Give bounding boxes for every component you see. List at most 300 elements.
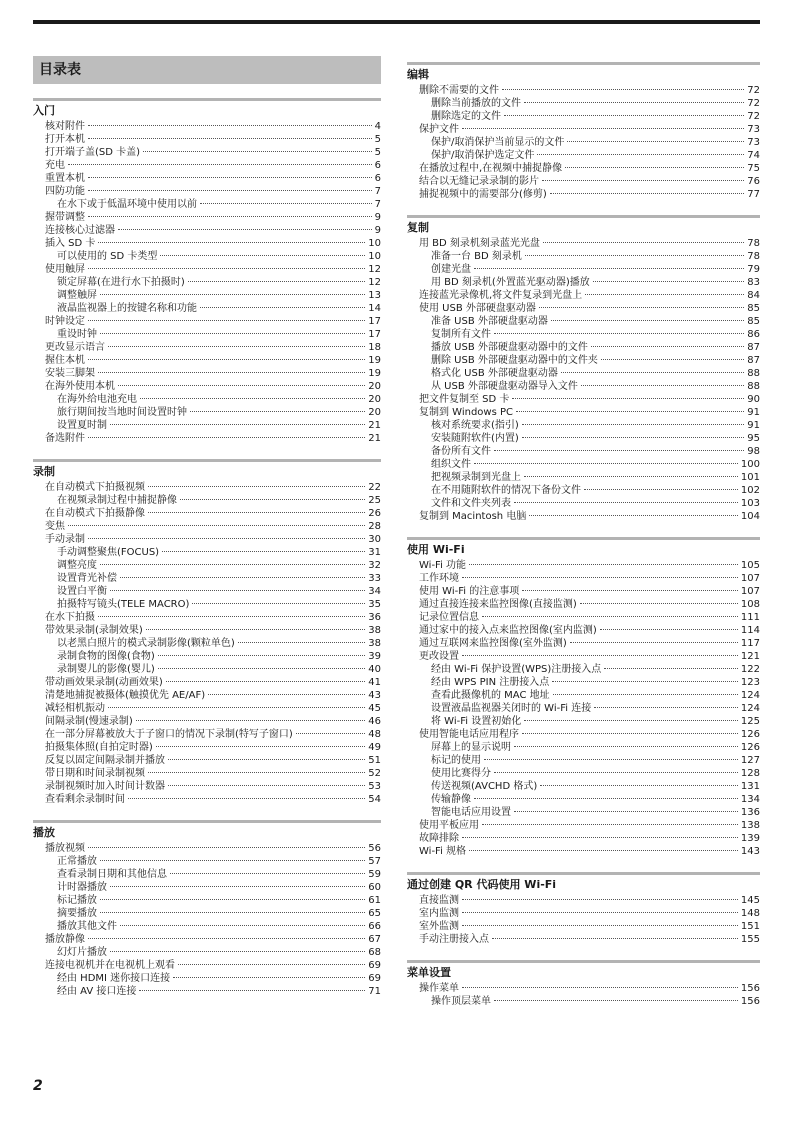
toc-entry[interactable] [407, 354, 760, 367]
toc-entry-title: 通过直接连接来监控图像(直接监测) [419, 599, 577, 610]
dot-leader [494, 333, 744, 334]
toc-entry-title: 创建光盘 [431, 264, 471, 275]
toc-entry-page: 74 [747, 150, 760, 161]
toc-entry-title: 直接监测 [419, 895, 459, 906]
toc-entry[interactable] [407, 458, 760, 471]
dot-leader [514, 502, 738, 503]
toc-entry[interactable] [33, 728, 381, 741]
toc-entry[interactable] [33, 907, 381, 920]
dot-leader [162, 551, 365, 552]
toc-entry[interactable] [407, 406, 760, 419]
dot-leader [529, 515, 738, 516]
toc-entry-title: 复制到 Windows PC [419, 407, 514, 418]
toc-entry[interactable] [33, 289, 381, 302]
dot-leader [522, 424, 744, 425]
dot-leader [502, 89, 744, 90]
toc-entry-title: 删除当前播放的文件 [431, 98, 521, 109]
toc-entry-title: 使用触屏 [45, 264, 85, 275]
toc-entry-title: 经由 AV 接口连接 [57, 986, 137, 997]
toc-entry[interactable] [33, 393, 381, 406]
dot-leader [168, 785, 365, 786]
toc-entry-page: 134 [740, 794, 760, 805]
toc-entry-title: 智能电话应用设置 [431, 807, 511, 818]
toc-entry[interactable] [33, 481, 381, 494]
toc-entry-page: 26 [368, 508, 381, 519]
toc-entry-page: 91 [747, 407, 760, 418]
toc-entry-title: 带效果录制(录制效果) [45, 625, 143, 636]
toc-entry[interactable] [33, 702, 381, 715]
toc-entry[interactable] [33, 432, 381, 445]
toc-entry-title: 保护文件 [419, 124, 459, 135]
toc-entry[interactable] [407, 328, 760, 341]
dot-leader [525, 255, 744, 256]
toc-entry-title: 使用 Wi-Fi 的注意事项 [419, 586, 520, 597]
toc-entry-page: 83 [747, 277, 760, 288]
toc-entry-title: 录制视频时加入时间计数器 [45, 781, 165, 792]
toc-entry[interactable] [33, 624, 381, 637]
toc-entry-page: 12 [368, 264, 381, 275]
toc-entry[interactable] [33, 598, 381, 611]
toc-entry[interactable] [407, 315, 760, 328]
toc-entry-title: 捕捉视频中的需要部分(修剪) [419, 189, 547, 200]
toc-entry[interactable] [33, 920, 381, 933]
toc-entry[interactable] [33, 250, 381, 263]
toc-entry-title: 在不用随附软件的情况下备份文件 [431, 485, 581, 496]
dot-leader [158, 668, 365, 669]
toc-entry-page: 114 [740, 625, 760, 636]
toc-entry-page: 98 [747, 446, 760, 457]
toc-entry[interactable] [407, 793, 760, 806]
toc-entry-page: 14 [368, 303, 381, 314]
section-heading: 入门 [33, 98, 381, 117]
toc-entry[interactable] [407, 341, 760, 354]
toc-entry[interactable] [33, 881, 381, 894]
toc-entry[interactable] [33, 754, 381, 767]
toc-entry-page: 125 [740, 716, 760, 727]
toc-entry[interactable] [33, 224, 381, 237]
toc-entry-page: 78 [747, 238, 760, 249]
toc-entry-page: 156 [740, 996, 760, 1007]
toc-entry-page: 6 [374, 160, 381, 171]
dot-leader [504, 115, 744, 116]
dot-leader [118, 385, 365, 386]
toc-entry[interactable] [407, 624, 760, 637]
toc-entry[interactable] [33, 198, 381, 211]
toc-entry-page: 105 [740, 560, 760, 571]
dot-leader [474, 463, 738, 464]
toc-entry[interactable] [407, 263, 760, 276]
toc-entry[interactable] [407, 920, 760, 933]
toc-entry-page: 18 [368, 342, 381, 353]
toc-entry-page: 52 [368, 768, 381, 779]
toc-entry-page: 91 [747, 420, 760, 431]
dot-leader [88, 190, 372, 191]
toc-entry[interactable] [407, 188, 760, 201]
toc-entry[interactable] [407, 894, 760, 907]
toc-entry[interactable] [407, 767, 760, 780]
dot-leader [148, 512, 365, 513]
toc-entry-title: 在播放过程中,在视频中捕捉静像 [419, 163, 563, 174]
toc-entry[interactable] [33, 572, 381, 585]
toc-entry-page: 32 [368, 560, 381, 571]
toc-entry[interactable] [407, 650, 760, 663]
dot-leader [88, 359, 365, 360]
toc-entry[interactable] [33, 780, 381, 793]
dot-leader [601, 359, 744, 360]
toc-entry[interactable] [33, 133, 381, 146]
toc-entry[interactable] [33, 328, 381, 341]
toc-entry[interactable] [33, 868, 381, 881]
toc-entry[interactable] [33, 546, 381, 559]
dot-leader [604, 668, 738, 669]
toc-entry-title: 手动注册接入点 [419, 934, 489, 945]
toc-entry[interactable] [407, 289, 760, 302]
toc-entry-page: 35 [368, 599, 381, 610]
toc-entry[interactable] [33, 159, 381, 172]
toc-entry[interactable] [33, 972, 381, 985]
toc-entry-title: 结合以无缝记录录制的影片 [419, 176, 539, 187]
page-title: 目录表 [33, 56, 381, 84]
toc-entry[interactable] [407, 611, 760, 624]
toc-entry-page: 122 [740, 664, 760, 675]
toc-entry[interactable] [407, 432, 760, 445]
toc-entry-page: 85 [747, 316, 760, 327]
toc-entry-page: 20 [368, 381, 381, 392]
dot-leader [514, 811, 738, 812]
dot-leader [120, 925, 365, 926]
toc-entry-title: 带日期和时间录制视频 [45, 768, 145, 779]
toc-entry-title: 通过互联网来监控图像(室外监测) [419, 638, 567, 649]
toc-entry-page: 22 [368, 482, 381, 493]
toc-entry[interactable] [33, 380, 381, 393]
toc-entry-title: 变焦 [45, 521, 65, 532]
toc-entry-page: 77 [747, 189, 760, 200]
toc-entry[interactable] [407, 702, 760, 715]
dot-leader [100, 912, 365, 913]
dot-leader [484, 759, 738, 760]
toc-entry-title: 格式化 USB 外部硬盘驱动器 [431, 368, 558, 379]
toc-entry-page: 107 [740, 586, 760, 597]
toc-entry-title: 正常播放 [57, 856, 97, 867]
toc-entry[interactable] [33, 211, 381, 224]
toc-entry-title: 在一部分屏幕被放大于子窗口的情况下录制(特写子窗口) [45, 729, 293, 740]
dot-leader [88, 538, 365, 539]
dot-leader [88, 437, 365, 438]
dot-leader [88, 938, 365, 939]
toc-entry-page: 101 [740, 472, 760, 483]
toc-entry-title: 在海外使用本机 [45, 381, 115, 392]
toc-entry[interactable] [407, 110, 760, 123]
dot-leader [156, 746, 365, 747]
toc-entry[interactable] [407, 162, 760, 175]
toc-entry[interactable] [33, 406, 381, 419]
toc-entry-page: 143 [740, 846, 760, 857]
toc-entry[interactable] [33, 559, 381, 572]
toc-section [407, 872, 760, 946]
toc-entry-page: 59 [368, 869, 381, 880]
toc-entry[interactable] [407, 136, 760, 149]
dot-leader [462, 128, 744, 129]
toc-entry-title: 复制所有文件 [431, 329, 491, 340]
toc-entry-title: 设置液晶监视器关闭时的 Wi-Fi 连接 [431, 703, 592, 714]
toc-entry[interactable] [407, 302, 760, 315]
toc-entry[interactable] [407, 715, 760, 728]
toc-entry[interactable] [33, 367, 381, 380]
toc-entry[interactable] [33, 663, 381, 676]
toc-entry-page: 12 [368, 277, 381, 288]
toc-entry[interactable] [33, 855, 381, 868]
toc-entry[interactable] [407, 933, 760, 946]
toc-entry[interactable] [33, 689, 381, 702]
toc-entry[interactable] [407, 572, 760, 585]
toc-entry-title: 把文件复制至 SD 卡 [419, 394, 510, 405]
toc-entry-page: 43 [368, 690, 381, 701]
dot-leader [100, 564, 365, 565]
toc-entry-page: 86 [747, 329, 760, 340]
toc-entry-title: 使用比赛得分 [431, 768, 491, 779]
dot-leader [494, 772, 738, 773]
toc-entry[interactable] [407, 832, 760, 845]
dot-leader [190, 411, 365, 412]
toc-entry[interactable] [407, 419, 760, 432]
toc-entry[interactable] [407, 907, 760, 920]
toc-entry-title: 可以使用的 SD 卡类型 [57, 251, 158, 262]
dot-leader [580, 603, 738, 604]
dot-leader [581, 385, 744, 386]
toc-entry[interactable] [33, 959, 381, 972]
toc-entry[interactable] [407, 237, 760, 250]
dot-leader [593, 281, 745, 282]
dot-leader [139, 990, 365, 991]
toc-entry-title: 带动画效果录制(动画效果) [45, 677, 163, 688]
toc-entry-page: 87 [747, 342, 760, 353]
dot-leader [88, 125, 372, 126]
toc-entry[interactable] [33, 276, 381, 289]
dot-leader [469, 564, 738, 565]
toc-entry[interactable] [407, 637, 760, 650]
toc-entry-title: 保护/取消保护当前显示的文件 [431, 137, 565, 148]
toc-entry[interactable] [33, 585, 381, 598]
toc-entry-title: 查看剩余录制时间 [45, 794, 125, 805]
toc-entry-title: 室外监测 [419, 921, 459, 932]
toc-entry[interactable] [407, 175, 760, 188]
toc-entry-page: 88 [747, 381, 760, 392]
toc-entry-title: 在自动模式下拍摄视频 [45, 482, 145, 493]
toc-entry-title: 四防功能 [45, 186, 85, 197]
dot-leader [168, 759, 365, 760]
toc-entry[interactable] [407, 380, 760, 393]
toc-entry[interactable] [33, 237, 381, 250]
toc-entry[interactable] [33, 341, 381, 354]
toc-entry-page: 138 [740, 820, 760, 831]
toc-entry[interactable] [33, 419, 381, 432]
toc-entry[interactable] [407, 982, 760, 995]
dot-leader [68, 164, 372, 165]
toc-entry-title: 查看录制日期和其他信息 [57, 869, 167, 880]
toc-entry[interactable] [407, 819, 760, 832]
toc-entry-title: 播放其他文件 [57, 921, 117, 932]
dot-leader [143, 151, 372, 152]
toc-entry-title: 删除不需要的文件 [419, 85, 499, 96]
toc-entry-title: 设置白平衡 [57, 586, 107, 597]
toc-entry[interactable] [407, 806, 760, 819]
toc-entry[interactable] [407, 367, 760, 380]
toc-entry[interactable] [407, 250, 760, 263]
toc-entry-title: 连接电视机并在电视机上观看 [45, 960, 175, 971]
toc-entry[interactable] [33, 933, 381, 946]
toc-entry[interactable] [33, 637, 381, 650]
toc-entry[interactable] [33, 315, 381, 328]
toc-entry-page: 40 [368, 664, 381, 675]
toc-entry[interactable] [407, 123, 760, 136]
toc-entry-title: 经由 WPS PIN 注册接入点 [431, 677, 550, 688]
toc-entry[interactable] [33, 172, 381, 185]
toc-entry[interactable] [407, 676, 760, 689]
toc-entry[interactable] [407, 741, 760, 754]
toc-entry-page: 126 [740, 742, 760, 753]
toc-entry[interactable] [407, 84, 760, 97]
toc-section [407, 960, 760, 1008]
toc-entry-title: 间隔录制(慢速录制) [45, 716, 133, 727]
toc-entry[interactable] [33, 676, 381, 689]
dot-leader [570, 642, 738, 643]
toc-entry-title: 设置夏时制 [57, 420, 107, 431]
toc-entry[interactable] [33, 507, 381, 520]
toc-entry-page: 28 [368, 521, 381, 532]
toc-entry-title: 录制婴儿的影像(婴儿) [57, 664, 155, 675]
toc-entry[interactable] [407, 780, 760, 793]
toc-entry[interactable] [33, 494, 381, 507]
toc-entry[interactable] [33, 650, 381, 663]
toc-entry-page: 61 [368, 895, 381, 906]
toc-section [407, 215, 760, 523]
toc-entry-page: 103 [740, 498, 760, 509]
dot-leader [550, 193, 744, 194]
dot-leader [522, 437, 744, 438]
toc-entry-title: 安装随附软件(内置) [431, 433, 519, 444]
toc-entry[interactable] [407, 728, 760, 741]
dot-leader [108, 346, 365, 347]
toc-entry-title: 播放视频 [45, 843, 85, 854]
toc-entry-page: 68 [368, 947, 381, 958]
toc-entry-page: 155 [740, 934, 760, 945]
dot-leader [462, 577, 738, 578]
dot-leader [551, 320, 744, 321]
toc-entry[interactable] [407, 497, 760, 510]
dot-leader [200, 203, 372, 204]
toc-entry-title: 拍摄集体照(自拍定时器) [45, 742, 153, 753]
toc-entry-title: 操作顶层菜单 [431, 996, 491, 1007]
toc-entry[interactable] [407, 393, 760, 406]
toc-entry-title: 更改显示语言 [45, 342, 105, 353]
toc-entry[interactable] [33, 741, 381, 754]
toc-entry[interactable] [407, 149, 760, 162]
dot-leader [180, 499, 365, 500]
toc-entry[interactable] [33, 842, 381, 855]
toc-entry-title: 手动录制 [45, 534, 85, 545]
dot-leader [88, 216, 372, 217]
toc-entry[interactable] [407, 276, 760, 289]
toc-entry[interactable] [33, 520, 381, 533]
toc-entry-page: 100 [740, 459, 760, 470]
dot-leader [98, 372, 365, 373]
top-rule [33, 20, 760, 24]
toc-entry-title: 连接核心过滤器 [45, 225, 115, 236]
toc-entry-title: Wi-Fi 规格 [419, 846, 467, 857]
toc-entry[interactable] [33, 611, 381, 624]
toc-entry[interactable] [407, 471, 760, 484]
toc-entry[interactable] [33, 793, 381, 806]
toc-entry[interactable] [33, 302, 381, 315]
toc-entry-page: 127 [740, 755, 760, 766]
toc-entry-page: 156 [740, 983, 760, 994]
toc-entry[interactable] [33, 985, 381, 998]
dot-leader [524, 720, 738, 721]
dot-leader [561, 372, 744, 373]
toc-entry[interactable] [407, 484, 760, 497]
toc-entry[interactable] [33, 354, 381, 367]
toc-entry[interactable] [33, 263, 381, 276]
dot-leader [110, 424, 365, 425]
toc-entry[interactable] [33, 146, 381, 159]
toc-entry-title: 核对系统要求(指引) [431, 420, 519, 431]
toc-entry[interactable] [407, 510, 760, 523]
dot-leader [542, 180, 744, 181]
toc-entry-page: 72 [747, 98, 760, 109]
toc-entry[interactable] [33, 185, 381, 198]
toc-entry-page: 21 [368, 420, 381, 431]
toc-entry[interactable] [33, 715, 381, 728]
toc-entry-title: 时钟设定 [45, 316, 85, 327]
toc-entry-page: 45 [368, 703, 381, 714]
toc-entry[interactable] [407, 445, 760, 458]
toc-entry[interactable] [33, 894, 381, 907]
toc-entry[interactable] [33, 533, 381, 546]
dot-leader [462, 912, 738, 913]
dot-leader [567, 141, 744, 142]
toc-entry-page: 69 [368, 960, 381, 971]
toc-entry[interactable] [407, 689, 760, 702]
toc-entry-page: 51 [368, 755, 381, 766]
toc-entry-title: 录制食物的图像(食物) [57, 651, 155, 662]
toc-entry[interactable] [407, 585, 760, 598]
toc-entry[interactable] [407, 995, 760, 1008]
toc-entry[interactable] [407, 845, 760, 858]
toc-entry[interactable] [407, 754, 760, 767]
toc-entry-page: 4 [374, 121, 381, 132]
toc-entry-title: 操作菜单 [419, 983, 459, 994]
toc-entry-page: 38 [368, 638, 381, 649]
toc-entry-title: 通过家中的接入点来监控图像(室内监测) [419, 625, 597, 636]
toc-entry-page: 25 [368, 495, 381, 506]
toc-entry[interactable] [407, 663, 760, 676]
toc-entry[interactable] [33, 120, 381, 133]
toc-section [33, 820, 381, 998]
toc-section [407, 62, 760, 201]
toc-entry[interactable] [33, 767, 381, 780]
toc-entry[interactable] [407, 559, 760, 572]
dot-leader [100, 294, 365, 295]
toc-entry-title: 准备一台 BD 刻录机 [431, 251, 522, 262]
dot-leader [128, 798, 365, 799]
toc-entry[interactable] [33, 946, 381, 959]
dot-leader [543, 242, 744, 243]
toc-entry[interactable] [407, 97, 760, 110]
toc-entry[interactable] [407, 598, 760, 611]
dot-leader [170, 873, 365, 874]
toc-entry-page: 84 [747, 290, 760, 301]
dot-leader [552, 681, 738, 682]
